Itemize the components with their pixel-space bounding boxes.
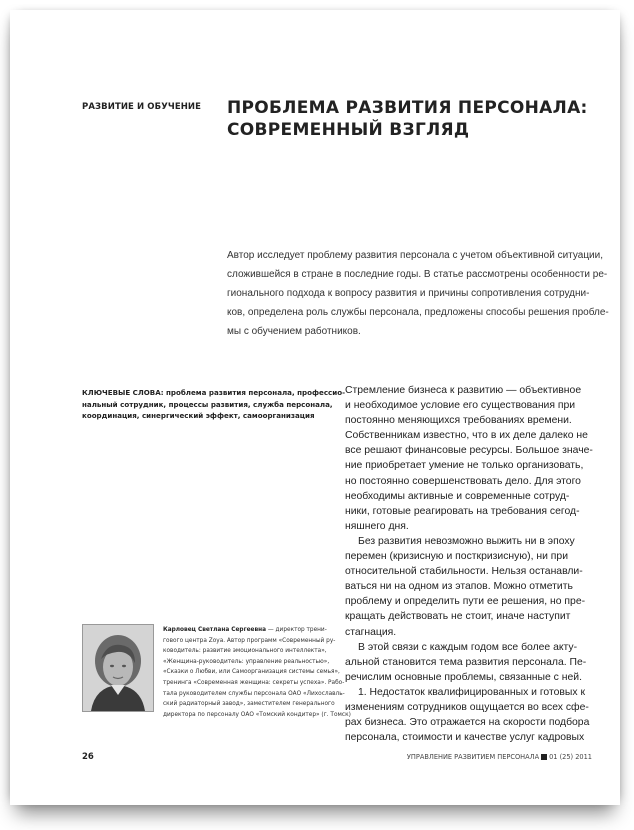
abstract-line: Автор исследует проблему развития персонала с учетом объективной ситуации, xyxy=(227,250,603,261)
author-bio-text: — директор трени- xyxy=(266,627,327,633)
body-line: стагнация. xyxy=(345,626,397,638)
body-line: Без развития невозможно выжить ни в эпоху xyxy=(358,535,575,547)
author-bio-line xyxy=(163,625,343,636)
author-bio-line: директора по персоналу ОАО «Томский кондитер» (г. Томск) xyxy=(163,711,351,718)
abstract-line: мы с обучением работников. xyxy=(227,326,361,337)
author-bio-line: «Женщина-руководитель: управление реальностью», xyxy=(163,658,330,665)
body-line: проблему и определить пути ее решения, но пре- xyxy=(345,596,586,608)
author-name: Карловец Светлана Сергеевна xyxy=(163,627,267,633)
abstract-line: ков, определена роль службы персонала, предложены способы решения пробле- xyxy=(227,307,609,318)
article-body xyxy=(345,383,605,745)
journal-footer xyxy=(407,753,592,761)
title-line: ПРОБЛЕМА РАЗВИТИЯ ПЕРСОНАЛА: xyxy=(227,98,588,118)
author-bio-line: гового центра Zoya. Автор программ «Современный ру- xyxy=(163,637,336,644)
body-line: необходимы активные и современные сотруд- xyxy=(345,490,570,502)
body-line: и необходимое условие его существования при xyxy=(345,400,576,412)
author-bio-line: «Сказки о Любви, или Самоорганизация системы семья», xyxy=(163,669,340,676)
author-bio-line: тала руководителем службы персонала ОАО «Лихославль- xyxy=(163,690,345,697)
body-line: няшнего дня. xyxy=(345,520,409,532)
body-line: рах бизнеса. Это отражается на скорости подбора xyxy=(345,717,590,729)
body-line: речислим основные проблемы, связанные с ней. xyxy=(345,671,582,683)
author-bio-line: ководитель: развитие эмоционального интеллекта», xyxy=(163,648,327,655)
journal-issue: 01 (25) 2011 xyxy=(549,753,592,761)
author-bio xyxy=(163,625,351,720)
page-number: 26 xyxy=(82,752,94,762)
abstract-line: сложившейся в стране в последние годы. В статье рассмотрены особенности ре- xyxy=(227,269,608,280)
body-line: персонала, стоимости и качестве услуг кадровых xyxy=(345,732,585,744)
magazine-page xyxy=(10,10,620,805)
body-line: Стремление бизнеса к развитию — объективное xyxy=(345,385,582,396)
body-line: постоянно меняющихся требованиях времени. xyxy=(345,415,572,427)
square-bullet-icon xyxy=(541,754,547,760)
body-line: изменениям сотрудников ощущается во всех сфе- xyxy=(345,701,589,713)
article-title xyxy=(227,97,607,141)
body-line: но постоянно совершенствовать дело. Для этого xyxy=(345,475,581,487)
keywords-line: координация, синергический эффект, самоорганизация xyxy=(82,411,315,420)
body-line: 1. Недостаток квалифицированных и готовых к xyxy=(358,686,585,698)
section-tag: РАЗВИТИЕ И ОБУЧЕНИЕ xyxy=(82,102,202,112)
author-photo xyxy=(82,624,154,712)
keywords-line: КЛЮЧЕВЫЕ СЛОВА: проблема развития персонала, профессио- xyxy=(82,388,346,397)
body-line: В этой связи с каждым годом все более акту- xyxy=(358,641,578,653)
body-line: кращать действовать не стоит, иначе наступит xyxy=(345,611,571,623)
body-line: ваться ни на одном из этапов. Можно отметить xyxy=(345,581,573,593)
author-bio-line: тренинга «Современная женщина: секреты успеха». Рабо- xyxy=(163,679,345,686)
title-line: СОВРЕМЕННЫЙ ВЗГЛЯД xyxy=(227,120,470,140)
body-line: Собственникам известно, что в их деле далеко не xyxy=(345,430,588,442)
body-line: все решают финансовые ресурсы. Большое значе- xyxy=(345,445,593,457)
author-portrait-image xyxy=(83,625,153,711)
article-abstract xyxy=(227,246,609,341)
body-line: перемен (кризисную и посткризисную), ни при xyxy=(345,551,569,563)
abstract-line: гионального подхода к вопросу развития и причины сопротивления сотрудни- xyxy=(227,288,590,299)
author-bio-line: ский радиаторный завод», заместителем генерального xyxy=(163,701,335,708)
journal-name: УПРАВЛЕНИЕ РАЗВИТИЕМ ПЕРСОНАЛА xyxy=(406,753,540,761)
body-line: относительной стабильности. Нельзя останавли- xyxy=(345,566,583,578)
body-line: ние приобретает умение не только организовать, xyxy=(345,460,584,472)
keywords-block xyxy=(82,387,346,422)
keywords-line: нальный сотрудник, процессы развития, служба персонала, xyxy=(82,399,333,409)
body-line: ники, готовые реагировать на требования сегод- xyxy=(345,505,580,517)
body-line: альной становится тема развития персонала. Пе- xyxy=(345,656,587,668)
